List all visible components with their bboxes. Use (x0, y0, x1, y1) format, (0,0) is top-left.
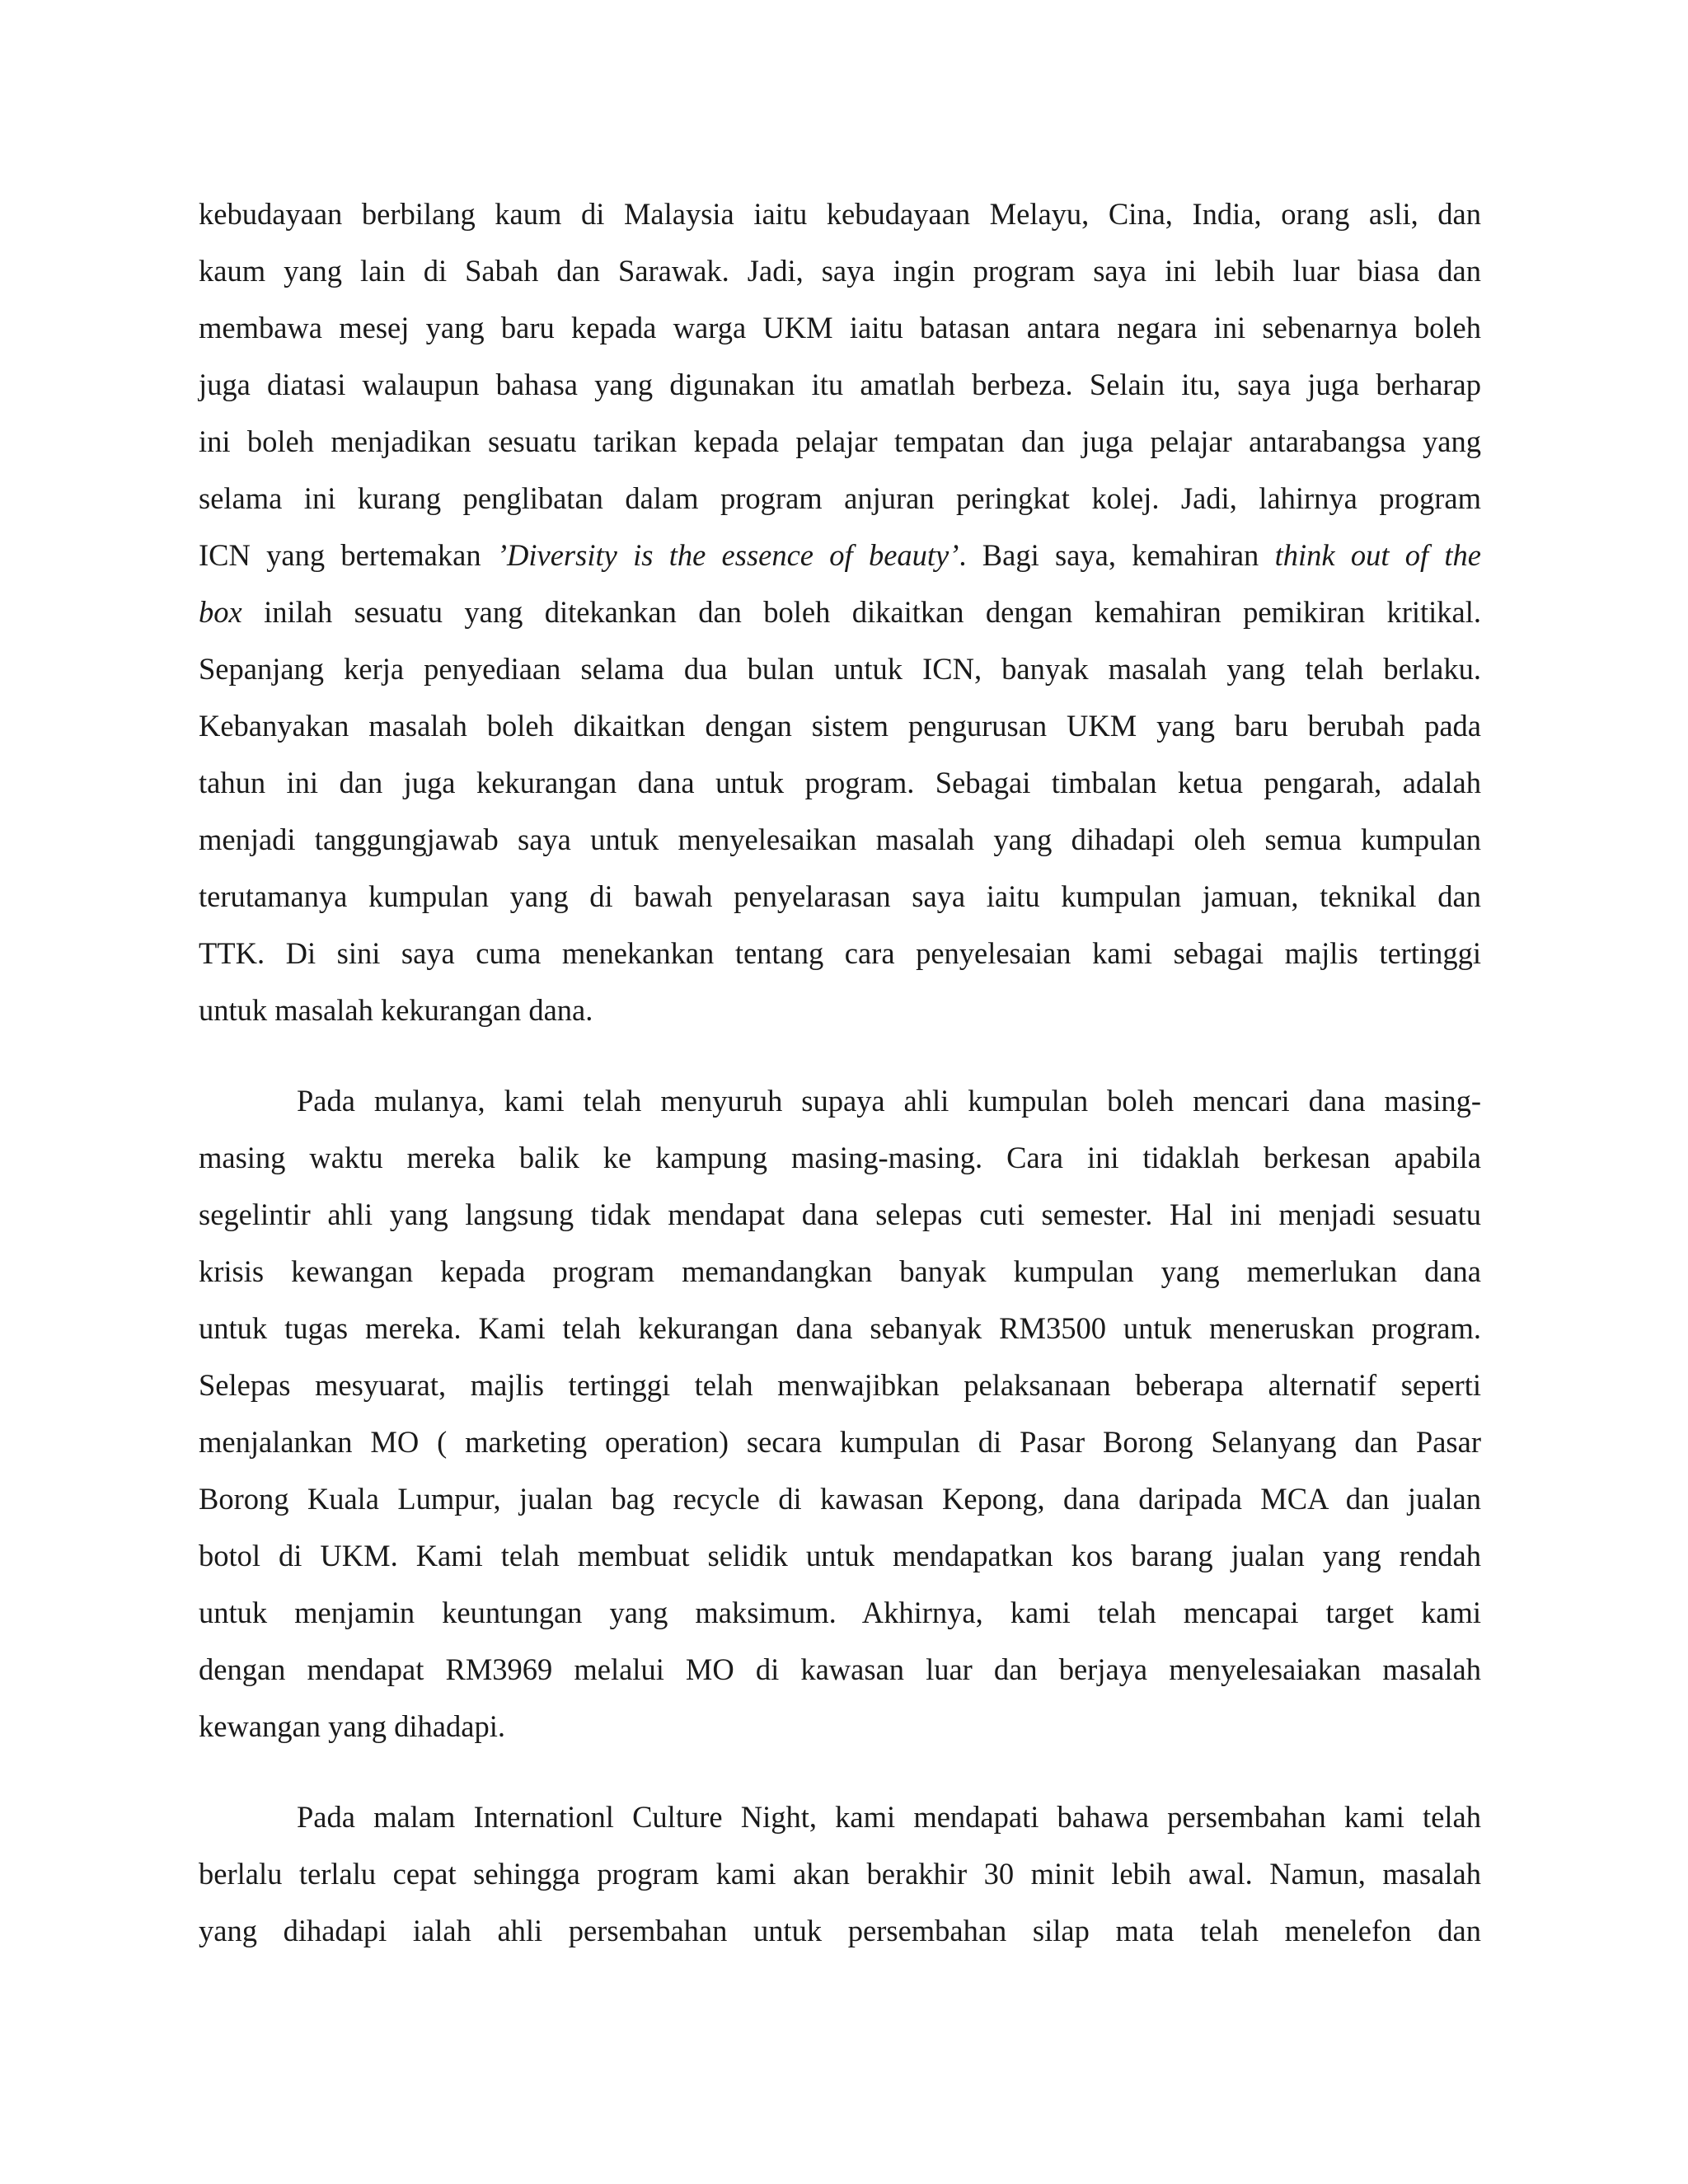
italic-phrase: box (199, 595, 242, 629)
text-line: Sepanjang kerja penyediaan selama dua bulan untuk ICN, banyak masalah yang telah berlaku. (199, 652, 1481, 686)
text-run: ICN yang bertemakan (199, 538, 497, 572)
text-line: menjalankan MO ( marketing operation) secara kumpulan di Pasar Borong Selanyang dan Pasar (199, 1425, 1481, 1459)
text-line: selama ini kurang penglibatan dalam program anjuran peringkat kolej. Jadi, lahirnya program (199, 481, 1481, 515)
text-line: TTK. Di sini saya cuma menekankan tentang cara penyelesaian kami sebagai majlis tertinggi (199, 936, 1481, 970)
body-text (199, 185, 1481, 1959)
text-line: terutamanya kumpulan yang di bawah penyelarasan saya iaitu kumpulan jamuan, teknikal dan (199, 879, 1481, 913)
text-run: . Bagi saya, kemahiran (959, 538, 1275, 572)
text-line: tahun ini dan juga kekurangan dana untuk program. Sebagai timbalan ketua pengarah, adalah (199, 766, 1481, 799)
italic-phrase: think out of the (1274, 538, 1481, 572)
text-line (199, 527, 1481, 583)
text-line: menjadi tanggungjawab saya untuk menyelesaikan masalah yang dihadapi oleh semua kumpulan (199, 823, 1481, 856)
text-line: untuk masalah kekurangan dana. (199, 993, 593, 1027)
text-line: untuk tugas mereka. Kami telah kekurangan dana sebanyak RM3500 untuk meneruskan program. (199, 1311, 1481, 1345)
text-line: Selepas mesyuarat, majlis tertinggi telah menwajibkan pelaksanaan beberapa alternatif seperti (199, 1368, 1481, 1402)
text-line: ini boleh menjadikan sesuatu tarikan kepada pelajar tempatan dan juga pelajar antarabangsa yang (199, 424, 1481, 458)
text-line: berlalu terlalu cepat sehingga program kami akan berakhir 30 minit lebih awal. Namun, masalah (199, 1857, 1481, 1891)
paragraph-2 (199, 1072, 1481, 1755)
text-line: yang dihadapi ialah ahli persembahan untuk persembahan silap mata telah menelefon dan (199, 1914, 1481, 1947)
paragraph-3 (199, 1788, 1481, 1959)
text-line: krisis kewangan kepada program memandangkan banyak kumpulan yang memerlukan dana (199, 1254, 1481, 1288)
text-run: inilah sesuatu yang ditekankan dan boleh dikaitkan dengan kemahiran pemikiran kritikal. (241, 595, 1481, 629)
text-line: botol di UKM. Kami telah membuat selidik untuk mendapatkan kos barang jualan yang rendah (199, 1539, 1481, 1572)
paragraph-1 (199, 185, 1481, 1038)
text-line: juga diatasi walaupun bahasa yang digunakan itu amatlah berbeza. Selain itu, saya juga berharap (199, 368, 1481, 401)
text-line: segelintir ahli yang langsung tidak mendapat dana selepas cuti semester. Hal ini menjadi sesuatu (199, 1197, 1481, 1231)
text-line: kewangan yang dihadapi. (199, 1709, 505, 1743)
text-line: kaum yang lain di Sabah dan Sarawak. Jadi, saya ingin program saya ini lebih luar biasa dan (199, 254, 1481, 288)
text-line: Borong Kuala Lumpur, jualan bag recycle di kawasan Kepong, dana daripada MCA dan jualan (199, 1482, 1481, 1516)
text-line: Pada mulanya, kami telah menyuruh supaya ahli kumpulan boleh mencari dana masing- (297, 1084, 1481, 1118)
text-line: untuk menjamin keuntungan yang maksimum. Akhirnya, kami telah mencapai target kami (199, 1596, 1481, 1629)
text-line (199, 583, 1481, 640)
text-line: Kebanyakan masalah boleh dikaitkan dengan sistem pengurusan UKM yang baru berubah pada (199, 709, 1481, 743)
text-line: membawa mesej yang baru kepada warga UKM iaitu batasan antara negara ini sebenarnya boleh (199, 311, 1481, 344)
text-line: dengan mendapat RM3969 melalui MO di kawasan luar dan berjaya menyelesaiakan masalah (199, 1652, 1481, 1686)
text-line: kebudayaan berbilang kaum di Malaysia iaitu kebudayaan Melayu, Cina, India, orang asli, dan (199, 197, 1481, 231)
italic-theme-phrase: ’Diversity is the essence of beauty’ (496, 538, 959, 572)
text-line: Pada malam Internationl Culture Night, kami mendapati bahawa persembahan kami telah (297, 1800, 1481, 1834)
text-line: masing waktu mereka balik ke kampung masing-masing. Cara ini tidaklah berkesan apabila (199, 1141, 1481, 1174)
